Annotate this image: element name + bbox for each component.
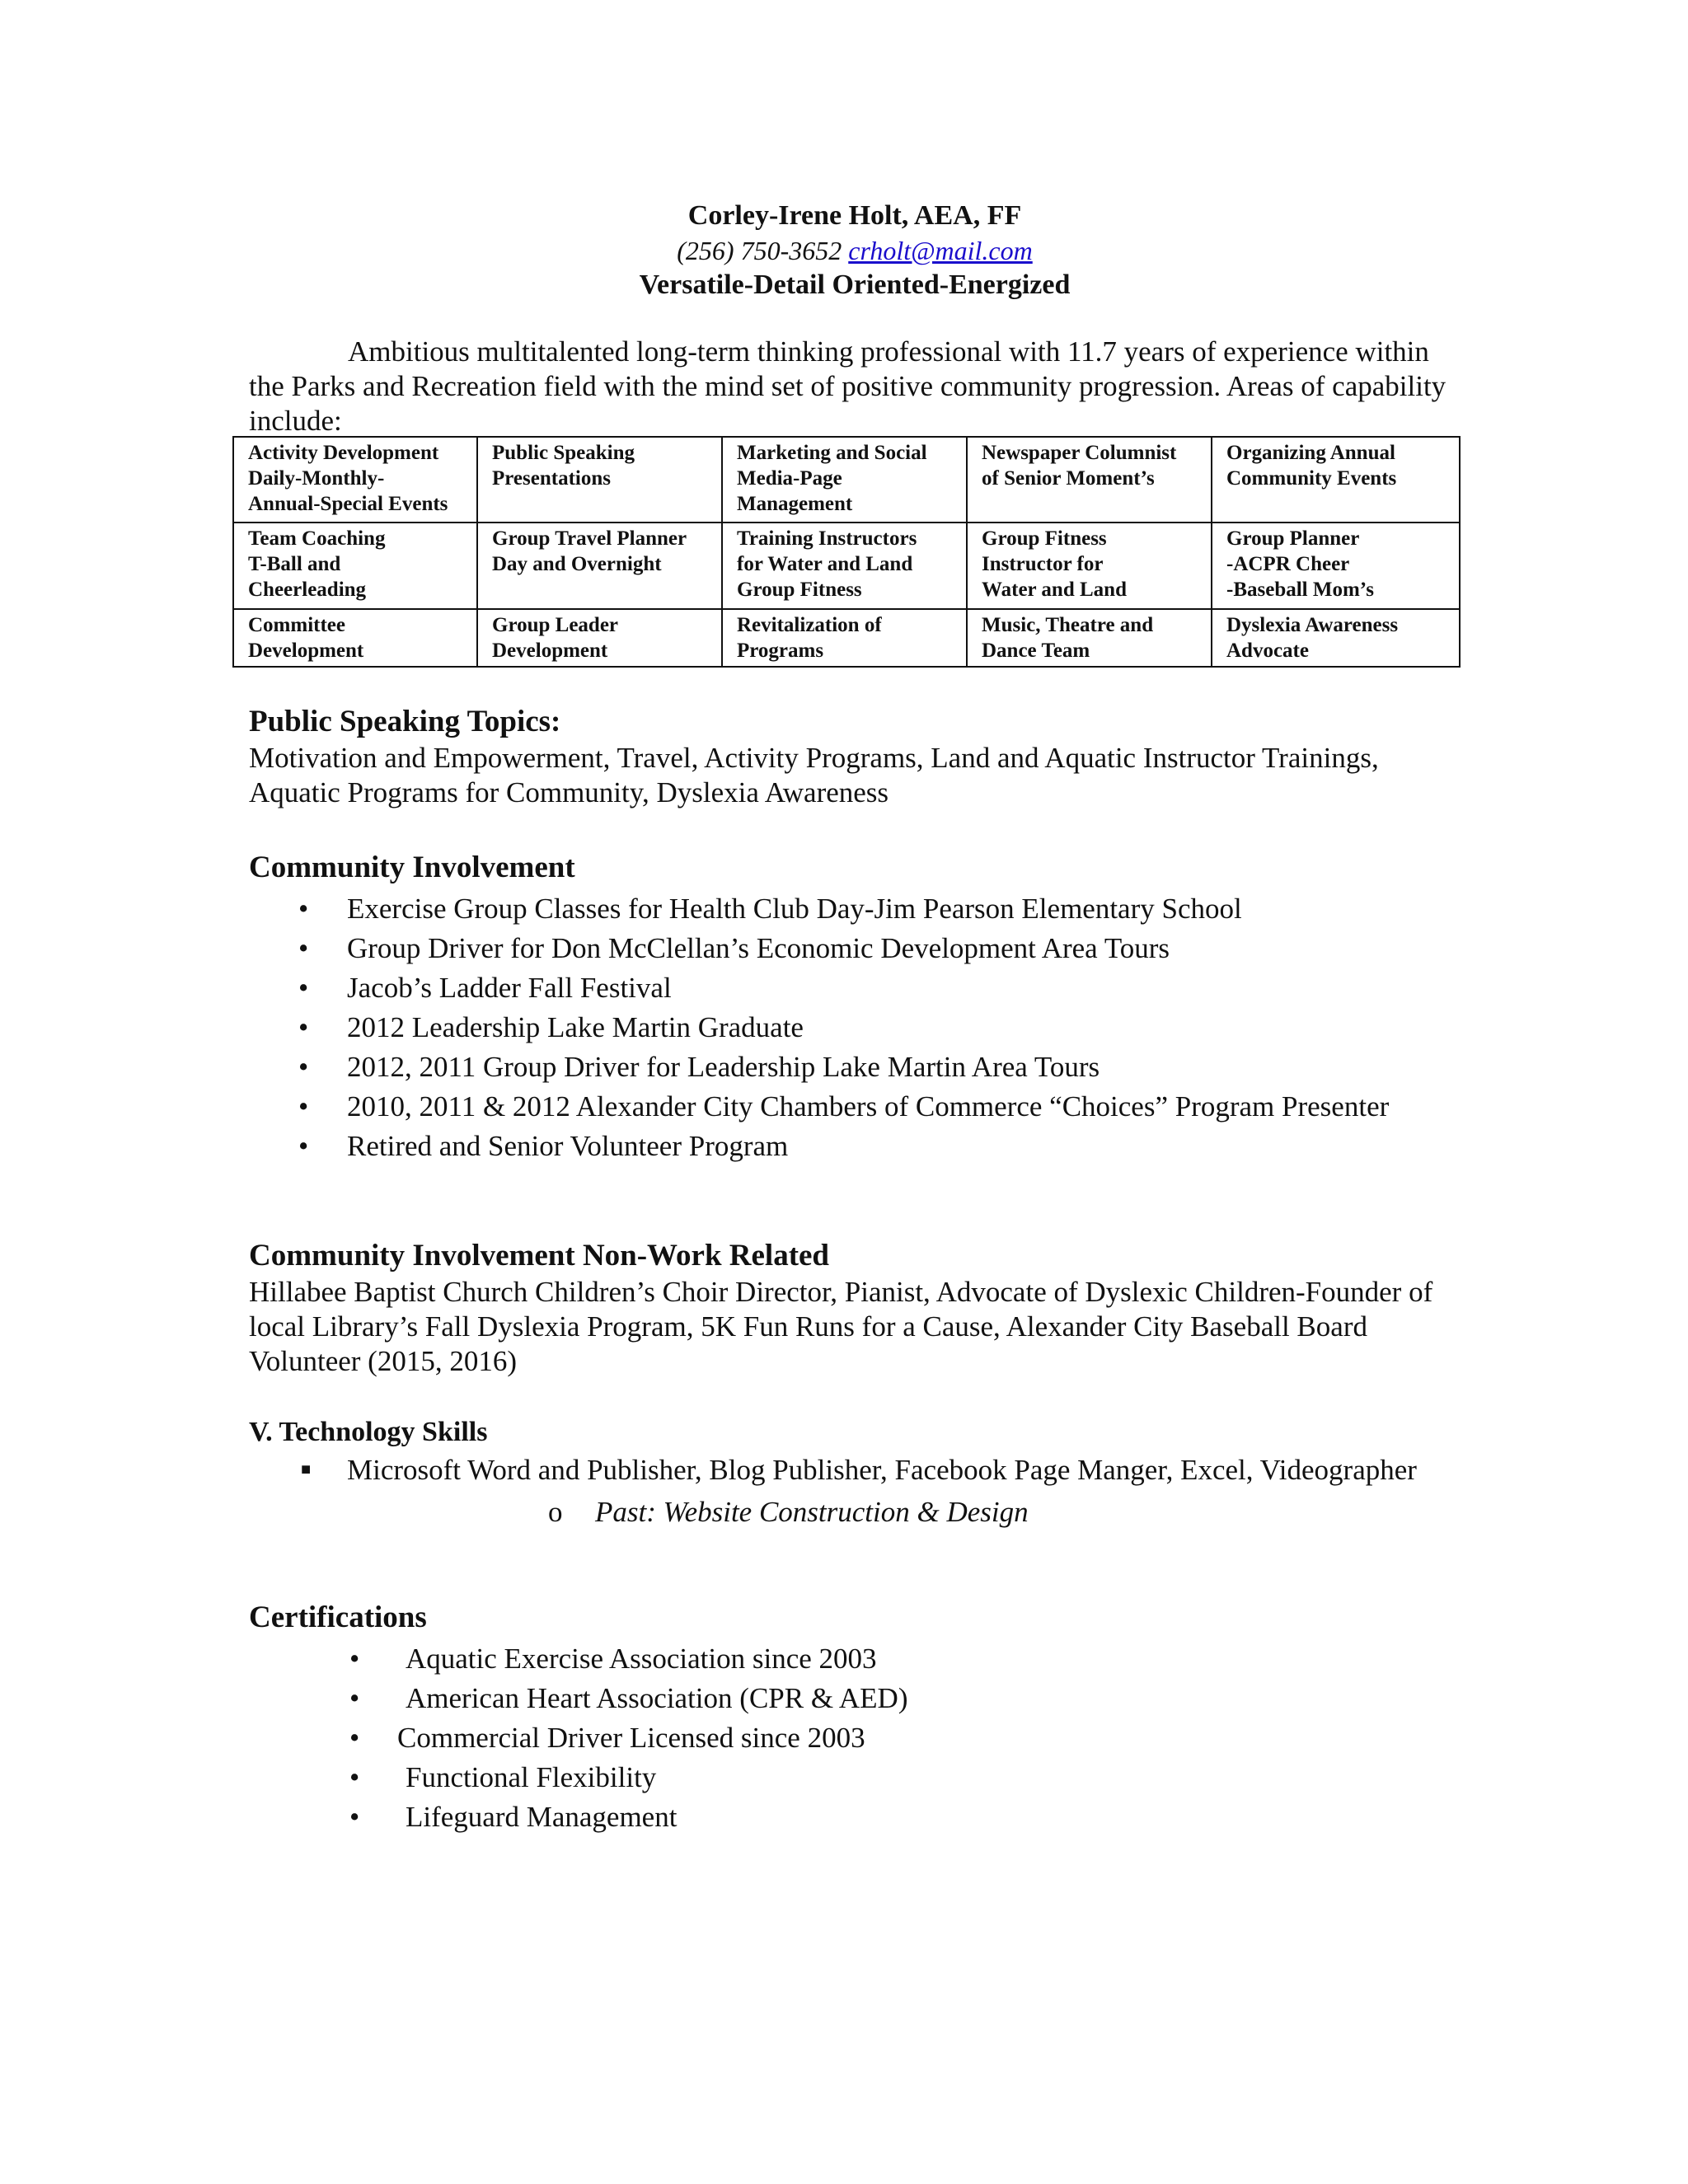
bullet-icon: • [349, 1722, 360, 1754]
table-cell: Group Planner -ACPR Cheer -Baseball Mom’s [1212, 523, 1460, 609]
community-section [249, 849, 1461, 1164]
intro-paragraph [249, 335, 1461, 438]
bullet-icon: • [349, 1682, 360, 1714]
list-item: • Exercise Group Classes for Health Club Day-Jim Pearson Elementary School [298, 893, 1242, 925]
contact-line [249, 234, 1461, 267]
bullet-icon: • [349, 1801, 360, 1833]
bullet-icon: • [298, 893, 309, 925]
bullet-icon: • [298, 1011, 309, 1043]
list-item: • American Heart Association (CPR & AED) [349, 1682, 908, 1714]
community-heading: Community Involvement [249, 851, 575, 884]
list-item: • 2010, 2011 & 2012 Alexander City Chambers of Commerce “Choices” Program Presenter [298, 1090, 1390, 1122]
table-cell: Group Leader Development [477, 609, 722, 667]
bullet-icon: • [298, 972, 309, 1004]
list-item: • 2012, 2011 Group Driver for Leadership Lake Martin Area Tours [298, 1051, 1100, 1083]
technology-section [249, 1414, 1461, 1530]
community-list [249, 891, 1461, 1164]
list-item: • Jacob’s Ladder Fall Festival [298, 972, 672, 1004]
list-item: • Functional Flexibility [349, 1761, 657, 1793]
list-item: • Commercial Driver Licensed since 2003 [349, 1722, 865, 1754]
table-cell: Newspaper Columnist of Senior Moment’s [967, 437, 1212, 523]
circle-bullet-icon: o [548, 1496, 563, 1528]
nonwork-section [249, 1237, 1461, 1379]
list-item: • Retired and Senior Volunteer Program [298, 1130, 789, 1162]
technology-subitem: o Past: Website Construction & Design [249, 1494, 1461, 1530]
table-cell: Team Coaching T-Ball and Cheerleading [233, 523, 477, 609]
resume-header [249, 198, 1461, 438]
square-bullet-icon: ■ [301, 1460, 312, 1479]
bullet-icon: • [349, 1643, 360, 1675]
applicant-name: Corley-Irene Holt, AEA, FF [687, 200, 1022, 231]
table-cell: Training Instructors for Water and Land Group Fitness [722, 523, 967, 609]
table-cell: Dyslexia Awareness Advocate [1212, 609, 1460, 667]
intro-text: Ambitious multitalented long-term thinking professional with 11.7 years of experience within the Parks and Recreation field with the mind set of positive community progression. Areas of capability include: [249, 335, 1447, 437]
nonwork-heading: Community Involvement Non-Work Related [249, 1239, 830, 1272]
bullet-icon: • [298, 932, 309, 964]
list-item: ■ Microsoft Word and Publisher, Blog Publisher, Facebook Page Manger, Excel, Videographer [301, 1454, 1417, 1486]
table-cell: Group Travel Planner Day and Overnight [477, 523, 722, 609]
table-cell: Committee Development [233, 609, 477, 667]
certifications-list [249, 1641, 1461, 1835]
bullet-icon: • [298, 1130, 309, 1162]
table-cell: Organizing Annual Community Events [1212, 437, 1460, 523]
speaking-text: Motivation and Empowerment, Travel, Activity Programs, Land and Aquatic Instructor Trainings, Aquatic Programs for Community, Dyslexia Awareness [249, 742, 1379, 808]
technology-heading: V. Technology Skills [249, 1417, 488, 1447]
list-item: • Aquatic Exercise Association since 2003 [349, 1643, 877, 1675]
table-cell: Marketing and Social Media-Page Management [722, 437, 967, 523]
table-row [233, 437, 1460, 523]
table-cell: Group Fitness Instructor for Water and Land [967, 523, 1212, 609]
certifications-section [249, 1599, 1461, 1835]
bullet-icon: • [349, 1761, 360, 1793]
tagline: Versatile-Detail Oriented-Energized [639, 269, 1071, 300]
list-item: • Lifeguard Management [349, 1801, 678, 1833]
bullet-icon: • [298, 1051, 309, 1083]
list-item: • 2012 Leadership Lake Martin Graduate [298, 1011, 804, 1043]
table-cell: Music, Theatre and Dance Team [967, 609, 1212, 667]
table-cell: Activity Development Daily-Monthly- Annual-Special Events [233, 437, 477, 523]
certifications-heading: Certifications [249, 1601, 427, 1634]
bullet-icon: • [298, 1090, 309, 1122]
table-cell: Public Speaking Presentations [477, 437, 722, 523]
list-item: • Group Driver for Don McClellan’s Economic Development Area Tours [298, 932, 1170, 964]
technology-list [249, 1452, 1461, 1488]
table-cell: Revitalization of Programs [722, 609, 967, 667]
table-row [233, 609, 1460, 667]
nonwork-text: Hillabee Baptist Church Children’s Choir Director, Pianist, Advocate of Dyslexic Children-Founder of local Library’s Fall Dyslexia Program, 5K Fun Runs for a Cause, Alexander City Baseball Board Volunteer (2015, 2016) [249, 1276, 1433, 1377]
table-row [233, 523, 1460, 609]
speaking-heading: Public Speaking Topics: [249, 705, 561, 738]
email-link[interactable]: crholt@mail.com [848, 236, 1033, 265]
capabilities-table [232, 436, 1461, 668]
phone-number: (256) 750-3652 [677, 236, 842, 265]
speaking-section [249, 703, 1461, 810]
